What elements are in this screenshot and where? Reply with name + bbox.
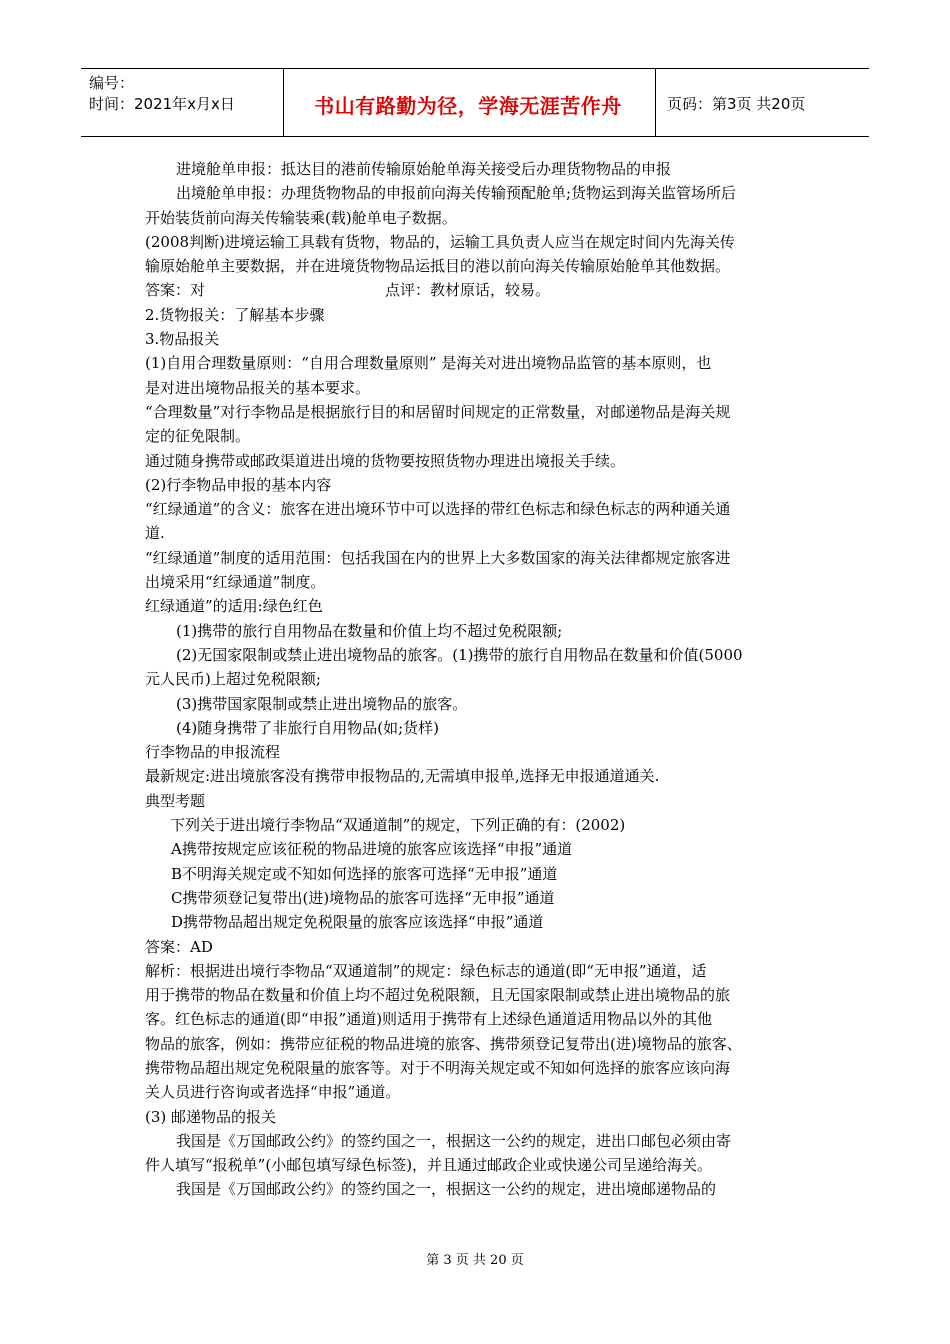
paragraph-line: 关人员进行咨询或者选择“申报”通道。: [145, 1083, 401, 1102]
list-item: (4)随身携带了非旅行自用物品(如;货样): [176, 718, 440, 737]
paragraph-line: 我国是《万国邮政公约》的签约国之一，根据这一公约的规定，进出境邮递物品的: [176, 1180, 717, 1199]
answer-line: [145, 278, 810, 302]
section-heading: 典型考题: [145, 791, 206, 810]
paragraph-line: 出境采用“红绿通道”制度。: [145, 573, 326, 592]
document-date-label: 时间：2021年x月x日: [89, 95, 235, 113]
paragraph-line: 定的征免限制。: [145, 427, 251, 446]
paragraph-line: 红绿通道”的适用:绿色红色: [145, 597, 323, 616]
paragraph-line: 输原始舱单主要数据，并在进境货物物品运抵目的港以前向海关传输原始舱单其他数据。: [145, 257, 731, 276]
question-option: C携带须登记复带出(进)境物品的旅客可选择“无申报”通道: [171, 888, 555, 907]
section-heading: 3.物品报关: [145, 330, 220, 349]
paragraph-line: “红绿通道”的含义：旅客在进出境环节中可以选择的带红色标志和绿色标志的两种通关通: [145, 500, 731, 519]
header-divider: [655, 69, 656, 136]
paragraph-line: 携带物品超出规定免税限量的旅客等。对于不明海关规定或不知如何选择的旅客应该向海: [145, 1058, 731, 1077]
question-option: A携带按规定应该征税的物品进境的旅客应该选择“申报”通道: [171, 840, 573, 859]
paragraph-line: (1)自用合理数量原则：“自用合理数量原则” 是海关对进出境物品监管的基本原则，也: [145, 354, 712, 373]
header-motto: 书山有路勤为径，学海无涯苦作舟: [314, 94, 622, 118]
list-item: (1)携带的旅行自用物品在数量和价值上均不超过免税限额;: [176, 621, 563, 640]
paragraph-line: 物品的旅客，例如：携带应征税的物品进境的旅客、携带须登记复带出(进)境物品的旅客、: [145, 1034, 742, 1053]
paragraph-line: 用于携带的物品在数量和价值上均不超过免税限额，且无国家限制或禁止进出境物品的旅: [145, 986, 731, 1005]
header-meta: [89, 73, 235, 115]
section-heading: 行李物品的申报流程: [145, 743, 281, 762]
list-item: (2)无国家限制或禁止进出境物品的旅客。(1)携带的旅行自用物品在数量和价值(5000: [176, 645, 743, 664]
paragraph-line: 出境舱单申报：办理货物物品的申报前向海关传输预配舱单;货物运到海关监管场所后: [176, 184, 737, 203]
paragraph-line: 最新规定:进出境旅客没有携带申报物品的,无需填申报单,选择无申报通道通关.: [145, 767, 660, 786]
answer-line: 答案：AD: [145, 937, 213, 956]
header-page-label: 页码：第3页 共20页: [667, 95, 806, 113]
paragraph-line: 道.: [145, 524, 165, 543]
question-option: B不明海关规定或不知如何选择的旅客可选择“无申报”通道: [171, 864, 558, 883]
paragraph-line: 元人民币)上超过免税限额;: [145, 670, 321, 689]
paragraph-line: “合理数量”对行李物品是根据旅行目的和居留时间规定的正常数量，对邮递物品是海关规: [145, 402, 731, 421]
section-heading: 2.货物报关：了解基本步骤: [145, 305, 325, 324]
question-stem: 下列关于进出境行李物品“双通道制”的规定，下列正确的有：(2002): [170, 816, 626, 835]
paragraph-line: 客。红色标志的通道(即“申报”通道)则适用于携带有上述绿色通道适用物品以外的其他: [145, 1010, 713, 1029]
paragraph-line: 我国是《万国邮政公约》的签约国之一，根据这一公约的规定，进出口邮包必须由寄: [176, 1131, 732, 1150]
answer-text: 答案：对: [145, 281, 206, 300]
page-footer: 第 3 页 共 20 页: [426, 1253, 524, 1268]
document-number-label: 编号：: [89, 74, 135, 92]
paragraph-line: 通过随身携带或邮政渠道进出境的货物要按照货物办理进出境报关手续。: [145, 451, 626, 470]
section-heading: (3) 邮递物品的报关: [145, 1107, 277, 1126]
paragraph-line: 进境舱单申报：抵达目的港前传输原始舱单海关接受后办理货物物品的申报: [176, 160, 672, 178]
page-header: [81, 68, 869, 137]
paragraph-line: 开始装货前向海关传输装乘(载)舱单电子数据。: [145, 208, 457, 227]
question-option: D携带物品超出规定免税限量的旅客应该选择“申报”通道: [171, 913, 544, 932]
section-heading: (2)行李物品申报的基本内容: [145, 475, 332, 494]
paragraph-line: (2008判断)进境运输工具载有货物，物品的，运输工具负责人应当在规定时间内先海关传: [145, 232, 735, 251]
document-body: [145, 157, 810, 1202]
list-item: (3)携带国家限制或禁止进出境物品的旅客。: [176, 694, 468, 713]
paragraph-line: 解析：根据进出境行李物品“双通道制”的规定：绿色标志的通道(即“无申报”通道，适: [145, 961, 707, 980]
paragraph-line: 是对进出境物品报关的基本要求。: [145, 378, 371, 397]
paragraph-line: 件人填写“报税单”(小邮包填写绿色标签)，并且通过邮政企业或快递公司呈递给海关。: [145, 1156, 713, 1175]
paragraph-line: “红绿通道”制度的适用范围：包括我国在内的世界上大多数国家的海关法律都规定旅客进: [145, 548, 731, 567]
comment-text: 点评：教材原话，较易。: [385, 281, 551, 300]
